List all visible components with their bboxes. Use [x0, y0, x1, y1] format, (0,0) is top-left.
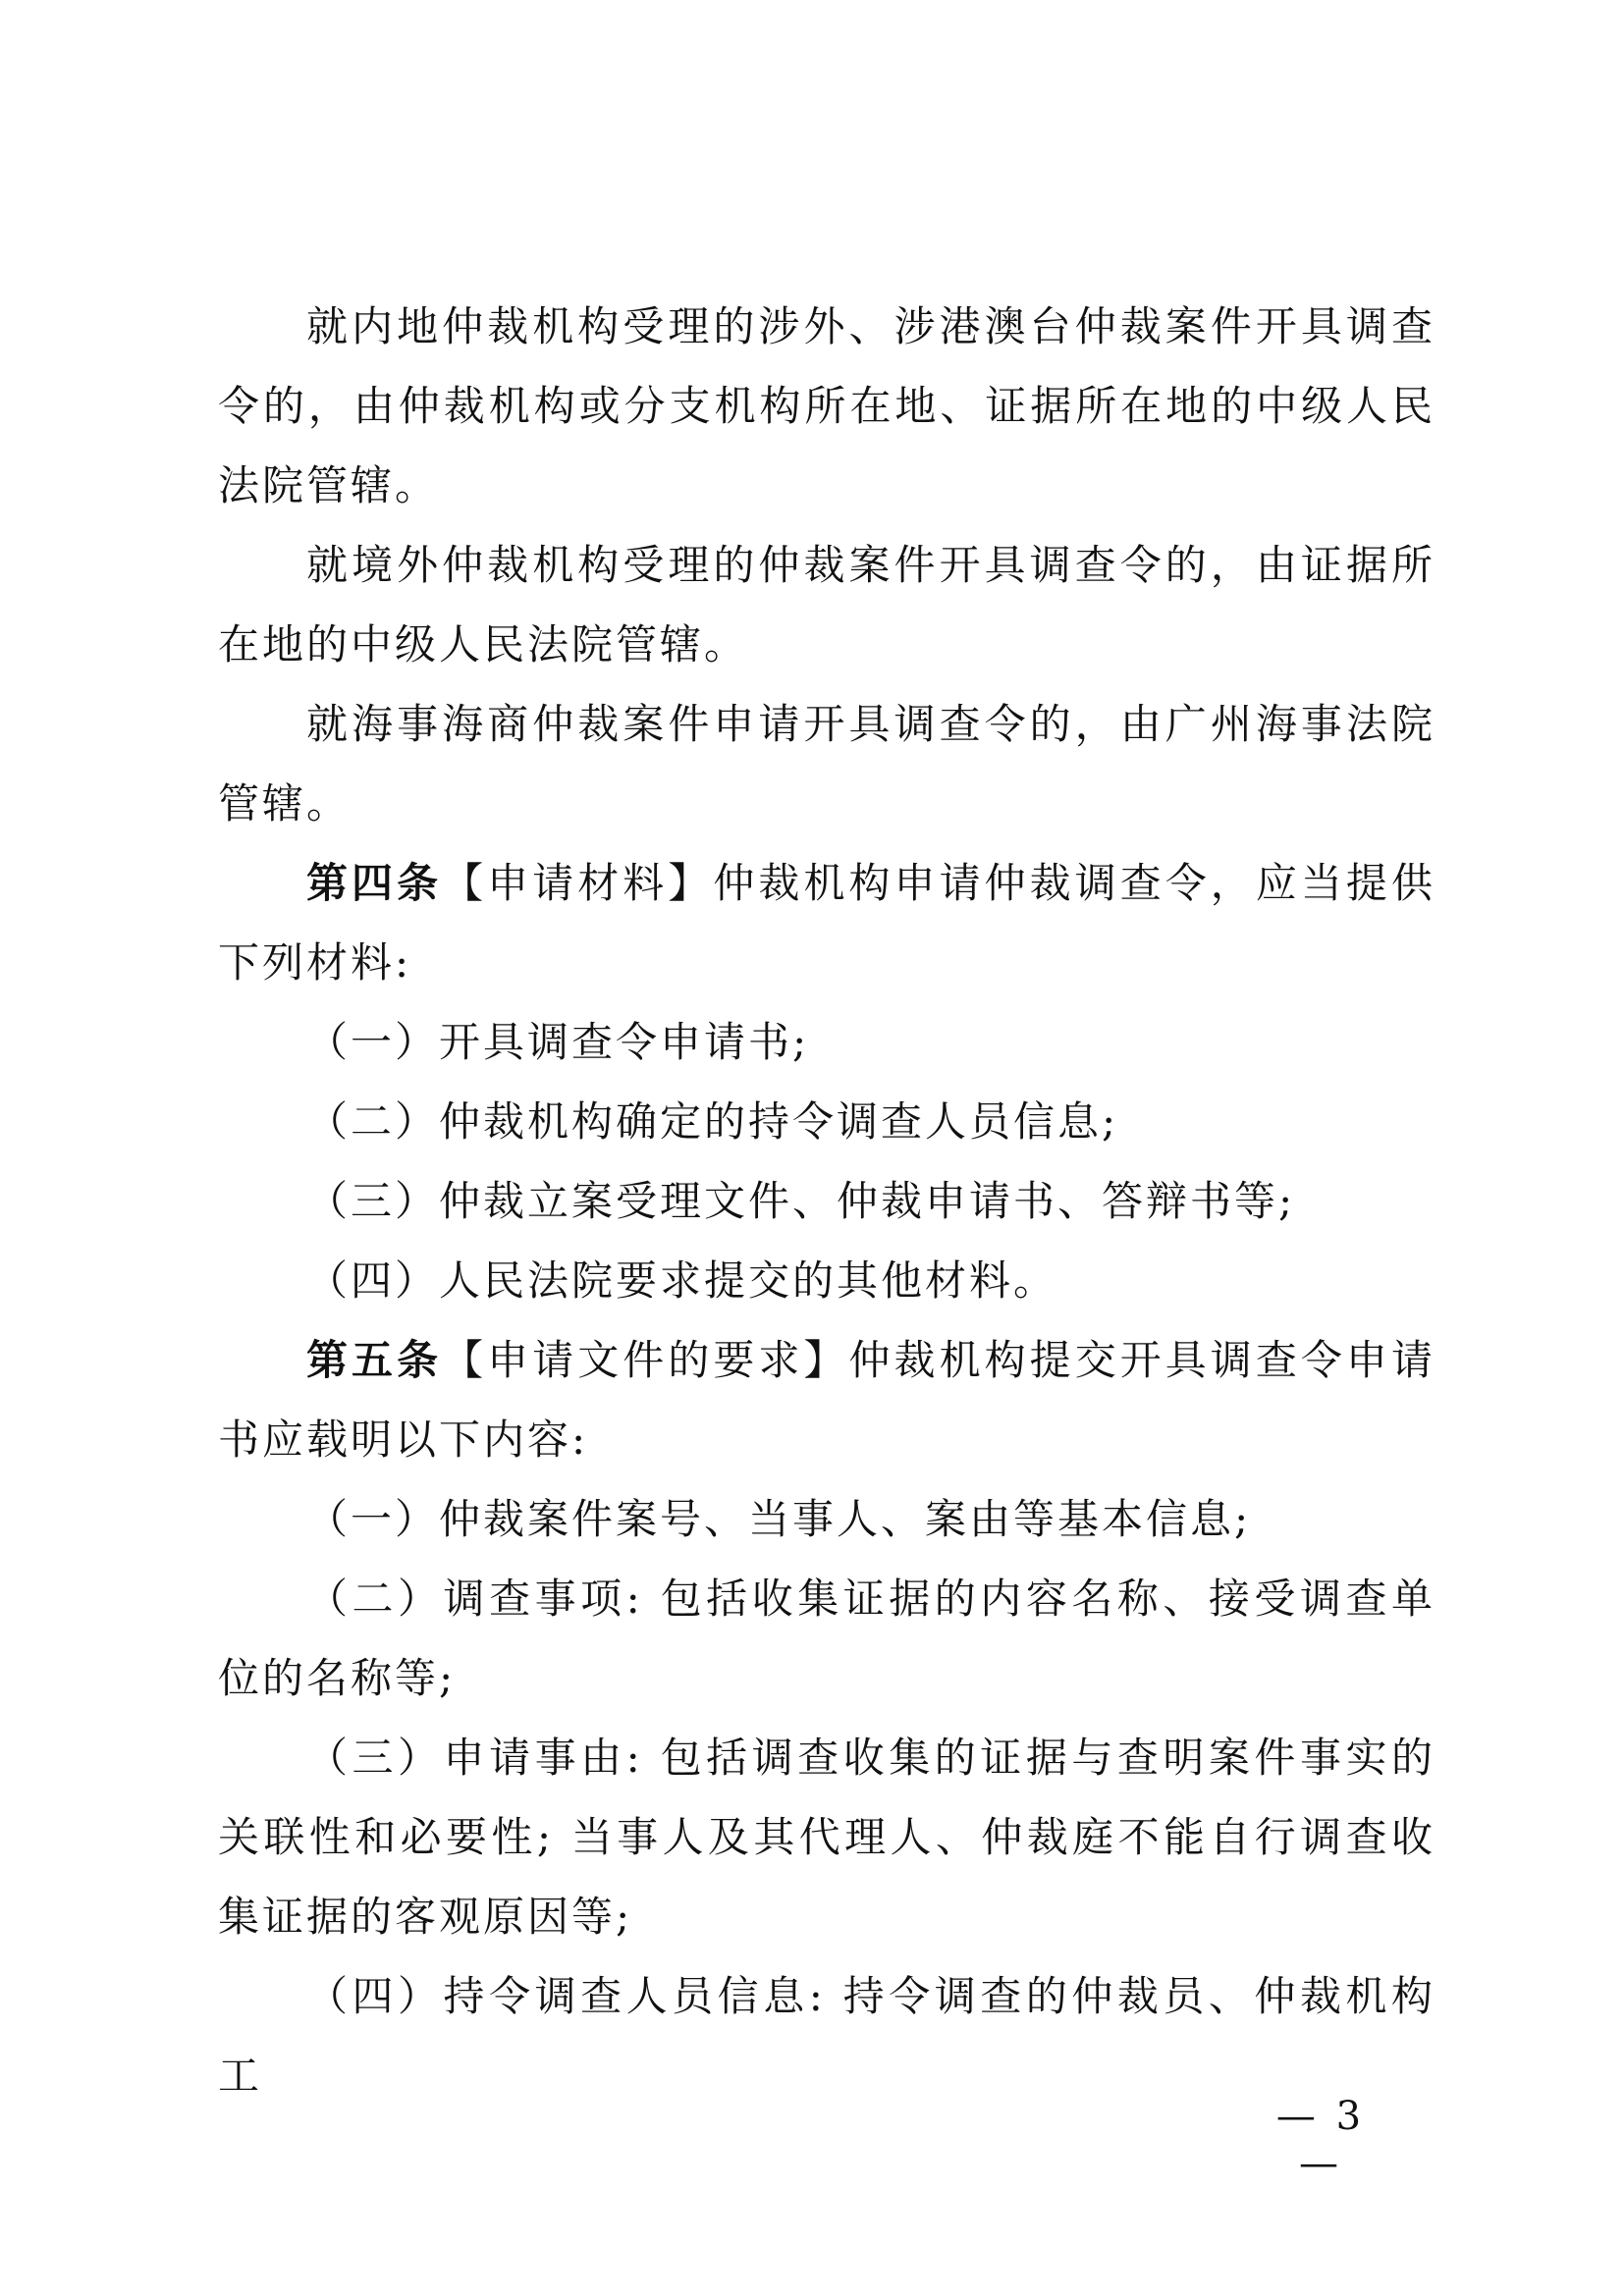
article-5-body: 【申请文件的要求】仲裁机构提交开具调查令申请书应载明以下内容: — [218, 1336, 1435, 1464]
article-4-item-1: （一）开具调查令申请书; — [306, 1018, 810, 1066]
article-4 — [218, 843, 1435, 1002]
article-4-item-4: （四）人民法院要求提交的其他材料。 — [306, 1256, 1058, 1305]
article-5-title: 第五条 — [306, 1336, 443, 1384]
article-4-item-3: （三）仲裁立案受理文件、仲裁申请书、答辩书等; — [306, 1177, 1296, 1225]
article-4-item-2: （二）仲裁机构确定的持令调查人员信息; — [306, 1097, 1119, 1146]
paragraph-jurisdiction-maritime: 就海事海商仲裁案件申请开具调查令的，由广州海事法院管辖。 — [218, 700, 1435, 828]
page-number: — 3 — — [1275, 2094, 1366, 2186]
document-body — [218, 287, 1435, 2115]
article-4-title: 第四条 — [306, 859, 443, 907]
paragraph-jurisdiction-foreign: 就境外仲裁机构受理的仲裁案件开具调查令的，由证据所在地的中级人民法院管辖。 — [218, 541, 1435, 668]
article-5-item-4: （四）持令调查人员信息: 持令调查的仲裁员、仲裁机构工 — [218, 1972, 1435, 2100]
article-5-item-1: （一）仲裁案件案号、当事人、案由等基本信息; — [306, 1495, 1252, 1543]
article-4-body: 【申请材料】仲裁机构申请仲裁调查令，应当提供下列材料: — [218, 859, 1435, 987]
paragraph-jurisdiction-domestic: 就内地仲裁机构受理的涉外、涉港澳台仲裁案件开具调查令的，由仲裁机构或分支机构所在地、证据所在地的中级人民法院管辖。 — [218, 302, 1435, 509]
article-5-item-2: （二）调查事项: 包括收集证据的内容名称、接受调查单位的名称等; — [218, 1575, 1435, 1702]
article-5 — [218, 1320, 1435, 1479]
article-5-item-3: （三）申请事由: 包括调查收集的证据与查明案件事实的关联性和必要性; 当事人及其代理人、仲裁庭不能自行调查收集证据的客观原因等; — [218, 1734, 1435, 1941]
